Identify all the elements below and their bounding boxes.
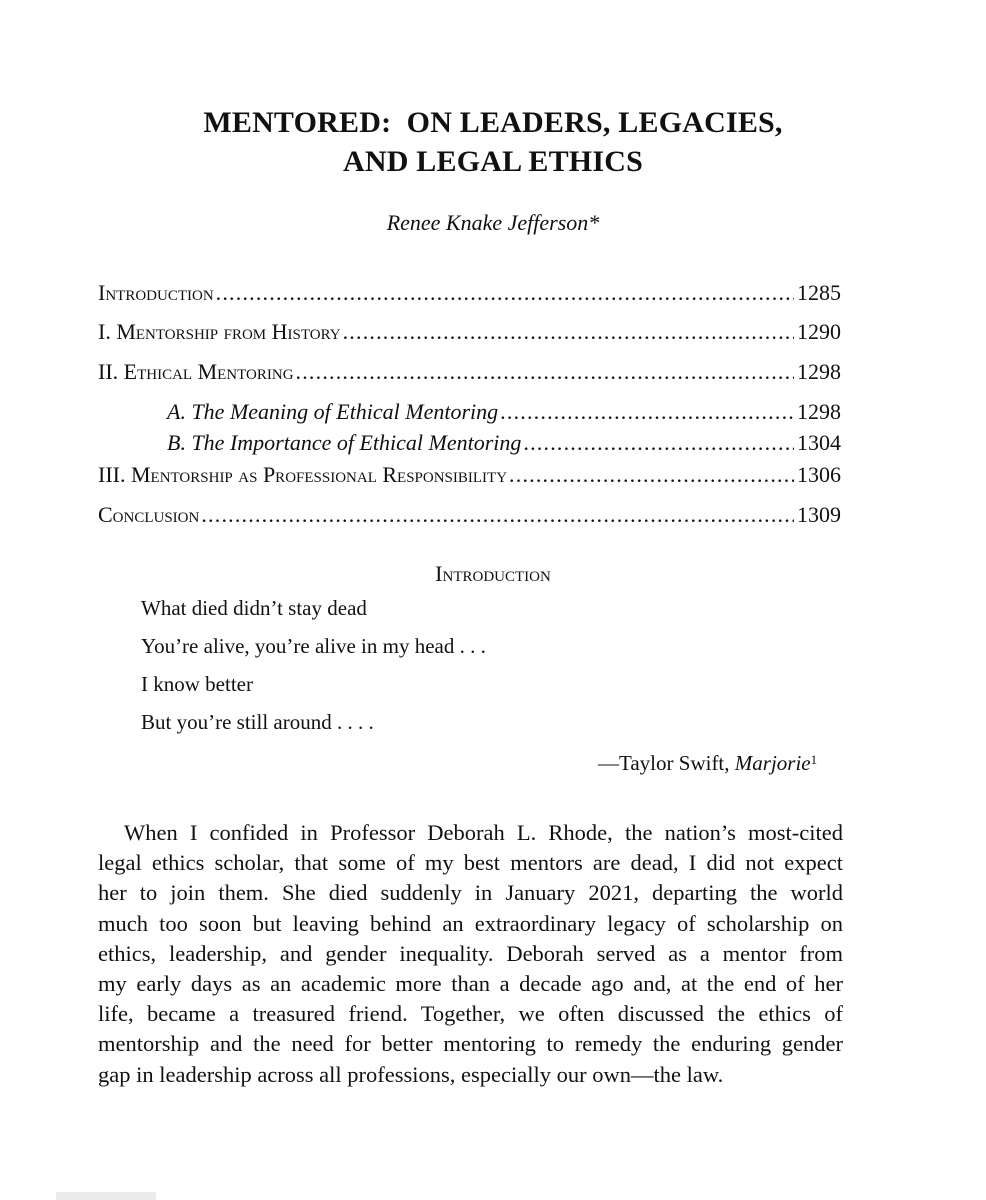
toc-leader-dots	[523, 429, 794, 457]
epigraph-line: What died didn’t stay dead	[141, 596, 367, 620]
toc-leader-dots	[216, 279, 794, 307]
toc-page-number: 1298	[797, 399, 841, 424]
body-line: her to join them. She died suddenly in January 2021, departing the world	[98, 880, 843, 906]
epigraph-line: But you’re still around . . . .	[141, 710, 374, 734]
title-line-1: MENTORED: ON LEADERS, LEGACIES,	[203, 106, 783, 139]
epigraph-line: I know better	[141, 672, 253, 696]
toc-label: B. The Importance of Ethical Mentoring	[167, 430, 522, 455]
toc-entry-importance-of-ethical-mentoring[interactable]	[167, 429, 841, 457]
body-line: mentorship and the need for better mentoring to remedy the enduring gender	[98, 1031, 843, 1057]
page-edge-shadow	[56, 1192, 156, 1200]
toc-label: III. Mentorship as Professional Responsibility	[98, 462, 508, 487]
toc-label: A. The Meaning of Ethical Mentoring	[167, 399, 499, 424]
toc-entry-meaning-of-ethical-mentoring[interactable]	[167, 398, 841, 426]
toc-entry-ethical-mentoring[interactable]	[98, 358, 841, 386]
toc-page-number: 1290	[797, 319, 841, 344]
toc-page-number: 1306	[797, 462, 841, 487]
toc-label: Conclusion	[98, 502, 200, 527]
toc-leader-dots	[343, 318, 794, 346]
toc-entry-mentorship-as-professional-responsibility[interactable]	[98, 461, 841, 489]
toc-leader-dots	[500, 398, 794, 426]
author-name: Renee Knake Jefferson*	[386, 210, 600, 235]
body-line: legal ethics scholar, that some of my best mentors are dead, I did not expect	[98, 850, 843, 876]
article-title	[0, 103, 986, 181]
toc-leader-dots	[296, 358, 794, 386]
toc-entry-conclusion[interactable]	[98, 501, 841, 529]
body-line: my early days as an academic more than a decade ago and, at the end of her	[98, 970, 843, 996]
attribution-author: —Taylor Swift,	[598, 751, 735, 775]
epigraph-line: You’re alive, you’re alive in my head . . .	[141, 634, 486, 658]
body-paragraph	[98, 818, 843, 1090]
toc-leader-dots	[201, 501, 794, 529]
toc-leader-dots	[509, 461, 794, 489]
toc-page-number: 1309	[797, 502, 841, 527]
toc-entry-introduction[interactable]	[98, 279, 841, 307]
body-line: ethics, leadership, and gender inequality. Deborah served as a mentor from	[98, 940, 843, 966]
toc-page-number: 1285	[797, 280, 841, 305]
body-line: much too soon but leaving behind an extraordinary legacy of scholarship on	[98, 910, 843, 936]
attribution-work: Marjorie	[734, 751, 811, 775]
epigraph-attribution	[598, 746, 817, 777]
toc-page-number: 1304	[797, 430, 841, 455]
toc-label: I. Mentorship from History	[98, 319, 341, 344]
section-heading: Introduction	[435, 561, 551, 586]
body-line: gap in leadership across all professions, especially our own—the law.	[98, 1061, 724, 1087]
body-line: life, became a treasured friend. Together, we often discussed the ethics of	[98, 1001, 843, 1027]
toc-page-number: 1298	[797, 359, 841, 384]
toc-entry-mentorship-from-history[interactable]	[98, 318, 841, 346]
footnote-marker[interactable]: 1	[810, 752, 818, 767]
toc-label: II. Ethical Mentoring	[98, 359, 294, 384]
body-line: When I confided in Professor Deborah L. Rhode, the nation’s most-cited	[124, 820, 843, 845]
title-line-2: AND LEGAL ETHICS	[343, 145, 643, 178]
toc-label: Introduction	[98, 280, 214, 305]
